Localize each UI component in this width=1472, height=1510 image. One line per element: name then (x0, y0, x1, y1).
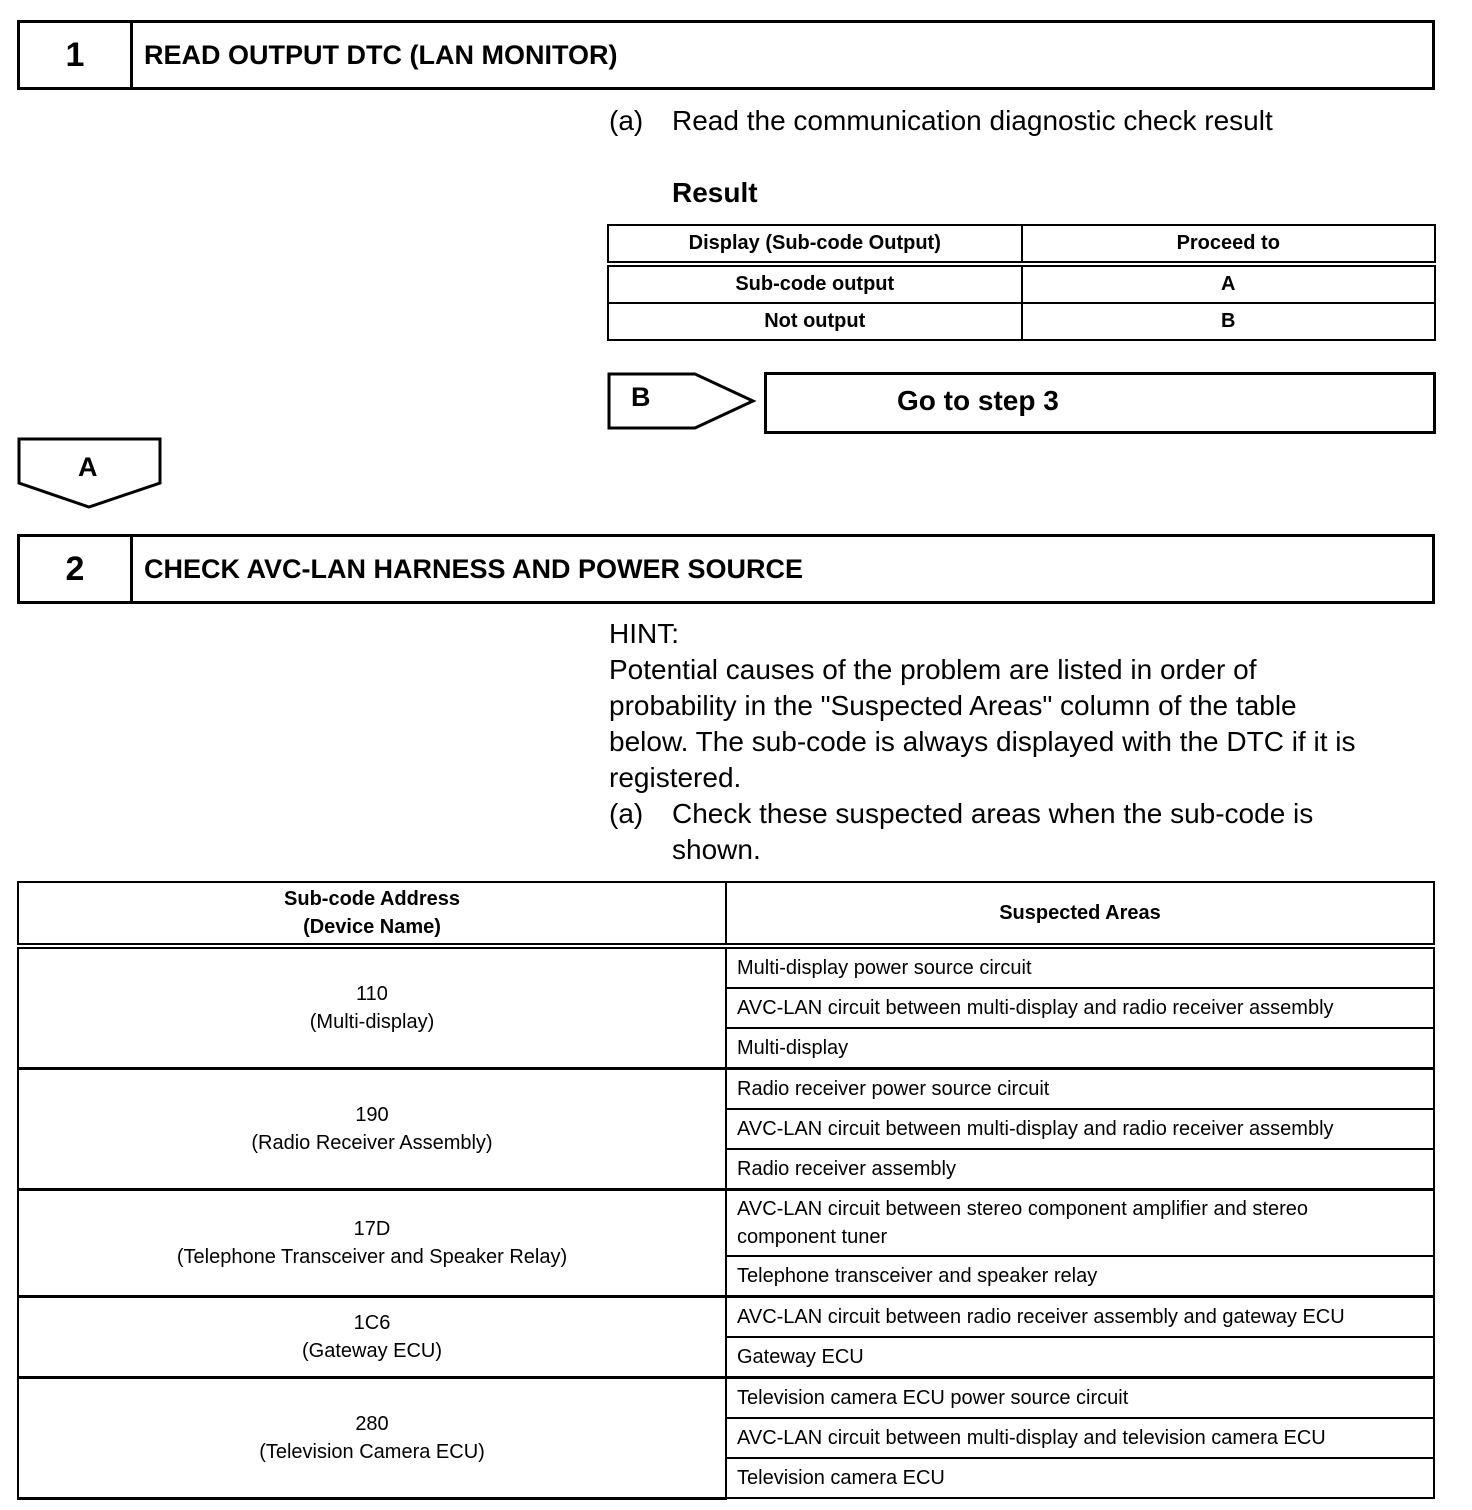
subcode-value: 110 (356, 983, 388, 1005)
subcode-cell (18, 1190, 726, 1297)
step-1-header (17, 20, 1435, 90)
hint-line: probability in the "Suspected Areas" column of the table (609, 690, 1297, 721)
step-1-title: READ OUTPUT DTC (LAN MONITOR) (144, 39, 618, 70)
step-2-instruction-line: shown. (672, 834, 761, 865)
suspected-area: Radio receiver power source circuit (726, 1069, 1434, 1110)
suspected-areas-table (17, 881, 1435, 1500)
step-2-number: 2 (20, 537, 133, 601)
step-1-instruction-marker: (a) (609, 105, 644, 136)
suspected-area: Television camera ECU (726, 1458, 1434, 1498)
subcode-value: 190 (355, 1104, 389, 1126)
result-label: Result (672, 177, 758, 208)
subcode-value: 280 (355, 1412, 389, 1435)
branch-b-label: B (631, 382, 651, 412)
table-row (608, 264, 1435, 303)
suspected-area: AVC-LAN circuit between stereo component amplifier and stereo component tuner (726, 1190, 1434, 1257)
device-name: (Television Camera ECU) (259, 1440, 485, 1463)
right-arrow-icon (607, 372, 757, 430)
subcode-cell (18, 946, 726, 1069)
hint-line: below. The sub-code is always displayed with the DTC if it is (609, 726, 1356, 757)
subcode-cell (18, 1378, 726, 1499)
table-row (18, 1190, 1434, 1257)
table-row (18, 1378, 1434, 1419)
go-to-step-3-label: Go to step 3 (897, 385, 1059, 416)
result-cell-display: Not output (608, 303, 1022, 340)
suspected-area: Radio receiver assembly (726, 1149, 1434, 1190)
suspected-area: Telephone transceiver and speaker relay (726, 1256, 1434, 1297)
table-row (608, 303, 1435, 340)
step-2-instruction-marker: (a) (609, 798, 644, 829)
table-row (18, 1297, 1434, 1338)
suspected-area: AVC-LAN circuit between multi-display and television camera ECU (726, 1418, 1434, 1458)
suspected-area: AVC-LAN circuit between multi-display and radio receiver assembly (726, 988, 1434, 1028)
branch-a-label: A (78, 452, 98, 482)
device-name: (Gateway ECU) (301, 1340, 443, 1362)
hint-line: Potential causes of the problem are listed in order of (609, 654, 1257, 685)
suspected-area: AVC-LAN circuit between radio receiver assembly and gateway ECU (726, 1297, 1434, 1338)
step-1-number: 1 (20, 23, 133, 87)
suspected-area: AVC-LAN circuit between multi-display and radio receiver assembly (726, 1109, 1434, 1149)
header-address-line: Sub-code Address (284, 888, 460, 910)
subcode-value: 1C6 (353, 1312, 391, 1334)
header-subcode-address (18, 882, 726, 946)
suspected-area: Television camera ECU power source circuit (726, 1378, 1434, 1419)
result-cell-proceed: B (1022, 303, 1436, 340)
branch-b-arrow (607, 372, 757, 430)
result-cell-display: Sub-code output (608, 264, 1022, 303)
result-cell-proceed: A (1022, 264, 1436, 303)
subcode-cell (18, 1297, 726, 1378)
hint-label: HINT: (609, 618, 679, 649)
result-header-proceed: Proceed to (1022, 225, 1436, 264)
step-1-instruction: Read the communication diagnostic check result (672, 105, 1273, 136)
subcode-cell (18, 1069, 726, 1190)
header-address-line: (Device Name) (303, 916, 441, 938)
step-2-instruction-line: Check these suspected areas when the sub-code is (672, 798, 1314, 829)
table-row (18, 1069, 1434, 1110)
hint-line: registered. (609, 762, 742, 793)
go-to-step-3-box[interactable] (764, 372, 1436, 434)
device-name: (Telephone Transceiver and Speaker Relay) (176, 1246, 568, 1268)
step-2-header (17, 534, 1435, 604)
suspected-area: Multi-display (726, 1028, 1434, 1069)
device-name: (Multi-display) (309, 1011, 435, 1033)
suspected-area: Gateway ECU (726, 1337, 1434, 1378)
header-suspected-areas: Suspected Areas (726, 882, 1434, 946)
suspected-area: Multi-display power source circuit (726, 946, 1434, 988)
table-row (18, 946, 1434, 988)
result-header-display: Display (Sub-code Output) (608, 225, 1022, 264)
step-2-title: CHECK AVC-LAN HARNESS AND POWER SOURCE (144, 553, 804, 584)
subcode-value: 17D (353, 1218, 391, 1240)
device-name: (Radio Receiver Assembly) (251, 1132, 493, 1154)
result-table (607, 224, 1436, 341)
branch-a-arrow (17, 437, 163, 511)
